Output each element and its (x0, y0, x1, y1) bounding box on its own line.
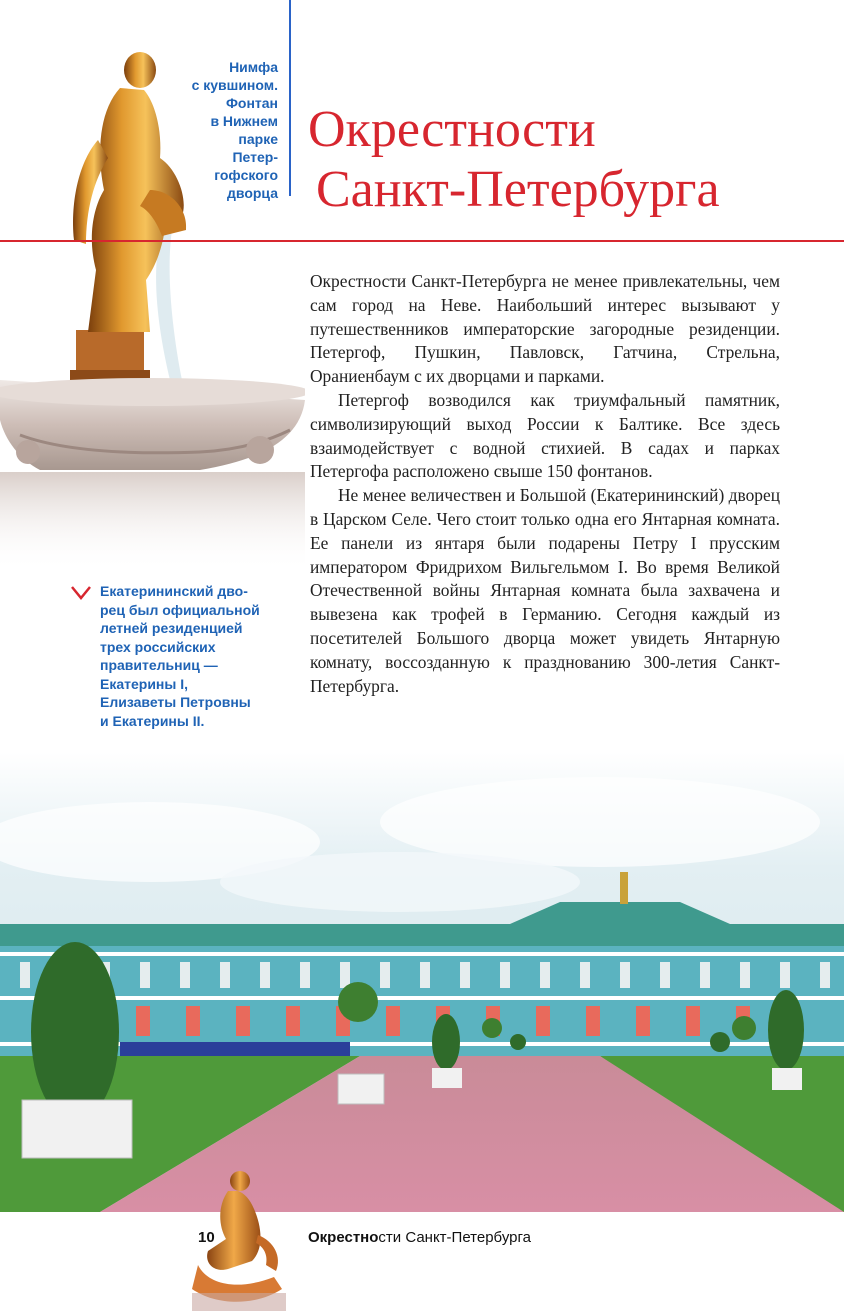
page-title (308, 100, 720, 220)
caption-line: парке (238, 131, 278, 147)
catherine-palace-photo (0, 752, 844, 1212)
caption-line: Екатерининский дво- (100, 583, 248, 599)
caption-line: и Екатерины II. (100, 712, 205, 729)
paragraph-3: Не менее величествен и Большой (Екатерининский) дворец в Царском Селе. Чего стоит только одна его Янтарная комната. Ее панели из янтаря были подарены Петру I прусским императором Фридрихом Вильгельмом I. Во время Великой Отечественной войны Янтарная комната была захвачена и вывезена как трофей в Германию. Сегодня каждый из посетителей Большого дворца может увидеть Янтарную комнату, воссозданную к празднованию 300-летия Санкт-Петербурга. (310, 485, 780, 696)
footer-statue-image (178, 1165, 298, 1311)
caption-line: с кувшином. (191, 77, 278, 93)
paragraph-2: Петергоф возводился как триумфальный памятник, символизирующий выход России к Балтике. Все здесь взаимодействует с водной стихией. В садах и парках Петергофа расположено свыше 150 фонтанов. (310, 389, 780, 482)
chevron-down-icon (70, 585, 92, 601)
caption-line: правительниц — (100, 657, 218, 673)
title-line-1: Окрестности (308, 101, 596, 158)
running-head-bold: Окрестно (308, 1229, 379, 1246)
page-number: 10 (198, 1229, 215, 1246)
running-head (308, 1229, 531, 1246)
fountain-caption (178, 58, 278, 202)
caption-line: трех российских (100, 638, 216, 655)
article-body (310, 270, 780, 698)
caption-line: летней резиденцией (100, 620, 243, 636)
caption-line: Фонтан (225, 95, 278, 111)
title-line-2: Санкт-Петербурга (316, 161, 720, 218)
running-head-rest: сти Санкт-Петербурга (378, 1229, 531, 1246)
caption-line: Нимфа (229, 59, 278, 75)
caption-line: Елизаветы Петровны (100, 694, 251, 710)
caption-line: гофского (214, 167, 278, 183)
caption-line: рец был официальной (100, 601, 260, 618)
caption-line: Екатерины I, (100, 675, 189, 692)
palace-caption-text (100, 582, 300, 730)
caption-line: в Нижнем (210, 113, 278, 129)
paragraph-1: Окрестности Санкт-Петербурга не менее привлекательны, чем сам город на Неве. Наибольший интерес вызывают у путешественников императорские загородные резиденции. Петергоф, Пушкин, Павловск, Гатчина, Стрельна, Ораниенбаум с их дворцами и парками. (310, 271, 780, 387)
caption-line: Петер- (232, 149, 278, 165)
caption-line: дворца (227, 185, 278, 201)
red-rule (0, 240, 844, 242)
